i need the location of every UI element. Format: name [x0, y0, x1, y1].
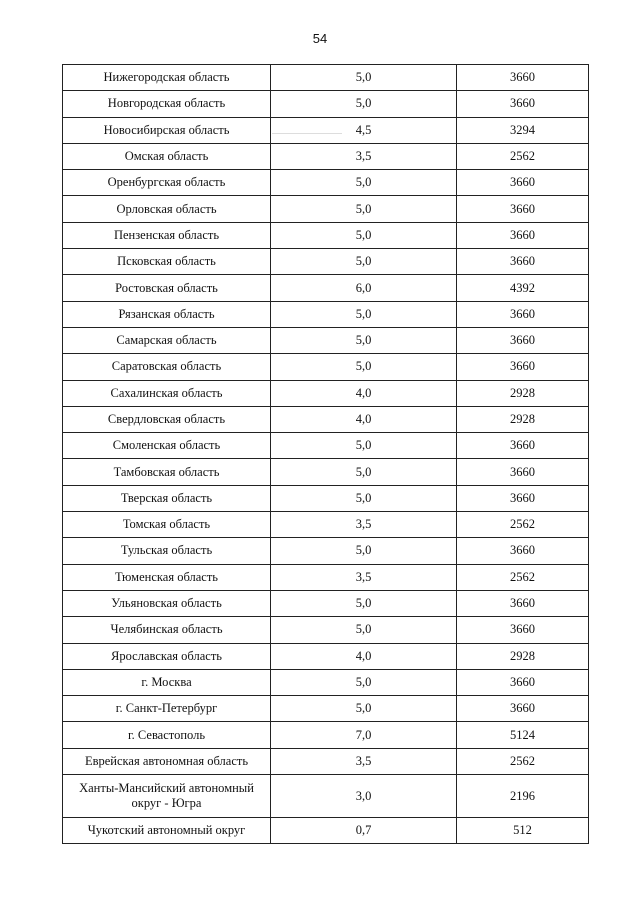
region-cell: г. Москва: [63, 669, 271, 695]
coefficient-cell: 4,0: [271, 380, 457, 406]
region-cell: г. Севастополь: [63, 722, 271, 748]
coefficient-cell: 5,0: [271, 617, 457, 643]
region-cell: Свердловская область: [63, 406, 271, 432]
coefficient-cell: 5,0: [271, 459, 457, 485]
region-cell: Томская область: [63, 512, 271, 538]
table-row: [63, 485, 589, 511]
table-row: [63, 301, 589, 327]
region-cell: Смоленская область: [63, 433, 271, 459]
coefficient-cell: 5,0: [271, 327, 457, 353]
region-cell: Новосибирская область: [63, 117, 271, 143]
table-row: [63, 722, 589, 748]
table-row: [63, 65, 589, 91]
coefficient-cell: 3,5: [271, 564, 457, 590]
table-row: [63, 249, 589, 275]
region-cell: Самарская область: [63, 327, 271, 353]
coefficient-cell: 5,0: [271, 354, 457, 380]
table-body: [63, 65, 589, 844]
region-cell: Ульяновская область: [63, 590, 271, 616]
coefficient-cell: 4,0: [271, 643, 457, 669]
region-cell: Ханты-Мансийский автономный округ - Югра: [63, 775, 271, 818]
coefficient-cell: 5,0: [271, 669, 457, 695]
amount-cell: 3660: [457, 354, 589, 380]
region-cell: Ярославская область: [63, 643, 271, 669]
table-row: [63, 775, 589, 818]
coefficient-cell: 5,0: [271, 249, 457, 275]
coefficient-cell: 5,0: [271, 590, 457, 616]
table-row: [63, 512, 589, 538]
coefficient-cell: 3,5: [271, 748, 457, 774]
amount-cell: 512: [457, 818, 589, 844]
region-cell: Тверская область: [63, 485, 271, 511]
amount-cell: 3660: [457, 170, 589, 196]
table-row: [63, 669, 589, 695]
table-row: [63, 196, 589, 222]
amount-cell: 5124: [457, 722, 589, 748]
coefficient-cell: 3,0: [271, 775, 457, 818]
amount-cell: 3660: [457, 433, 589, 459]
amount-cell: 3660: [457, 617, 589, 643]
table-row: [63, 433, 589, 459]
coefficient-cell: 7,0: [271, 722, 457, 748]
region-cell: Оренбургская область: [63, 170, 271, 196]
amount-cell: 2562: [457, 748, 589, 774]
amount-cell: 2928: [457, 406, 589, 432]
region-cell: Ростовская область: [63, 275, 271, 301]
amount-cell: 2562: [457, 564, 589, 590]
table-row: [63, 643, 589, 669]
coefficient-cell: 5,0: [271, 538, 457, 564]
amount-cell: 3660: [457, 538, 589, 564]
table-row: [63, 617, 589, 643]
scan-artifact: [272, 133, 342, 134]
amount-cell: 3294: [457, 117, 589, 143]
region-cell: Рязанская область: [63, 301, 271, 327]
table-row: [63, 275, 589, 301]
amount-cell: 3660: [457, 196, 589, 222]
region-cell: г. Санкт-Петербург: [63, 696, 271, 722]
amount-cell: 3660: [457, 65, 589, 91]
region-cell: Еврейская автономная область: [63, 748, 271, 774]
region-cell: Чукотский автономный округ: [63, 818, 271, 844]
coefficient-cell: 5,0: [271, 696, 457, 722]
coefficient-cell: 6,0: [271, 275, 457, 301]
amount-cell: 3660: [457, 249, 589, 275]
table-row: [63, 818, 589, 844]
table-row: [63, 590, 589, 616]
coefficient-cell: 5,0: [271, 433, 457, 459]
table-row: [63, 170, 589, 196]
coefficient-cell: 4,0: [271, 406, 457, 432]
coefficient-cell: 5,0: [271, 65, 457, 91]
table-row: [63, 406, 589, 432]
region-cell: Челябинская область: [63, 617, 271, 643]
table-row: [63, 380, 589, 406]
amount-cell: 2562: [457, 512, 589, 538]
region-coefficient-table: [62, 64, 589, 844]
region-cell: Тульская область: [63, 538, 271, 564]
coefficient-cell: 3,5: [271, 143, 457, 169]
table-row: [63, 748, 589, 774]
coefficient-cell: 5,0: [271, 222, 457, 248]
coefficient-cell: 3,5: [271, 512, 457, 538]
amount-cell: 3660: [457, 222, 589, 248]
amount-cell: 2562: [457, 143, 589, 169]
amount-cell: 2928: [457, 643, 589, 669]
coefficient-cell: 5,0: [271, 196, 457, 222]
amount-cell: 3660: [457, 91, 589, 117]
table-row: [63, 222, 589, 248]
amount-cell: 3660: [457, 485, 589, 511]
table-row: [63, 327, 589, 353]
amount-cell: 3660: [457, 590, 589, 616]
region-cell: Омская область: [63, 143, 271, 169]
region-cell: Псковская область: [63, 249, 271, 275]
coefficient-cell: 4,5: [271, 117, 457, 143]
region-cell: Саратовская область: [63, 354, 271, 380]
region-cell: Тюменская область: [63, 564, 271, 590]
region-cell: Тамбовская область: [63, 459, 271, 485]
amount-cell: 3660: [457, 459, 589, 485]
coefficient-cell: 5,0: [271, 91, 457, 117]
table-row: [63, 696, 589, 722]
region-cell: Нижегородская область: [63, 65, 271, 91]
region-cell: Сахалинская область: [63, 380, 271, 406]
amount-cell: 3660: [457, 327, 589, 353]
amount-cell: 3660: [457, 669, 589, 695]
amount-cell: 3660: [457, 301, 589, 327]
amount-cell: 2928: [457, 380, 589, 406]
page-number: 54: [312, 31, 328, 46]
table-row: [63, 354, 589, 380]
table-row: [63, 459, 589, 485]
coefficient-cell: 5,0: [271, 485, 457, 511]
amount-cell: 4392: [457, 275, 589, 301]
amount-cell: 2196: [457, 775, 589, 818]
region-cell: Орловская область: [63, 196, 271, 222]
table-row: [63, 564, 589, 590]
coefficient-cell: 0,7: [271, 818, 457, 844]
table-row: [63, 143, 589, 169]
table-row: [63, 117, 589, 143]
region-cell: Пензенская область: [63, 222, 271, 248]
coefficient-cell: 5,0: [271, 301, 457, 327]
amount-cell: 3660: [457, 696, 589, 722]
table-row: [63, 91, 589, 117]
table-row: [63, 538, 589, 564]
region-cell: Новгородская область: [63, 91, 271, 117]
coefficient-cell: 5,0: [271, 170, 457, 196]
